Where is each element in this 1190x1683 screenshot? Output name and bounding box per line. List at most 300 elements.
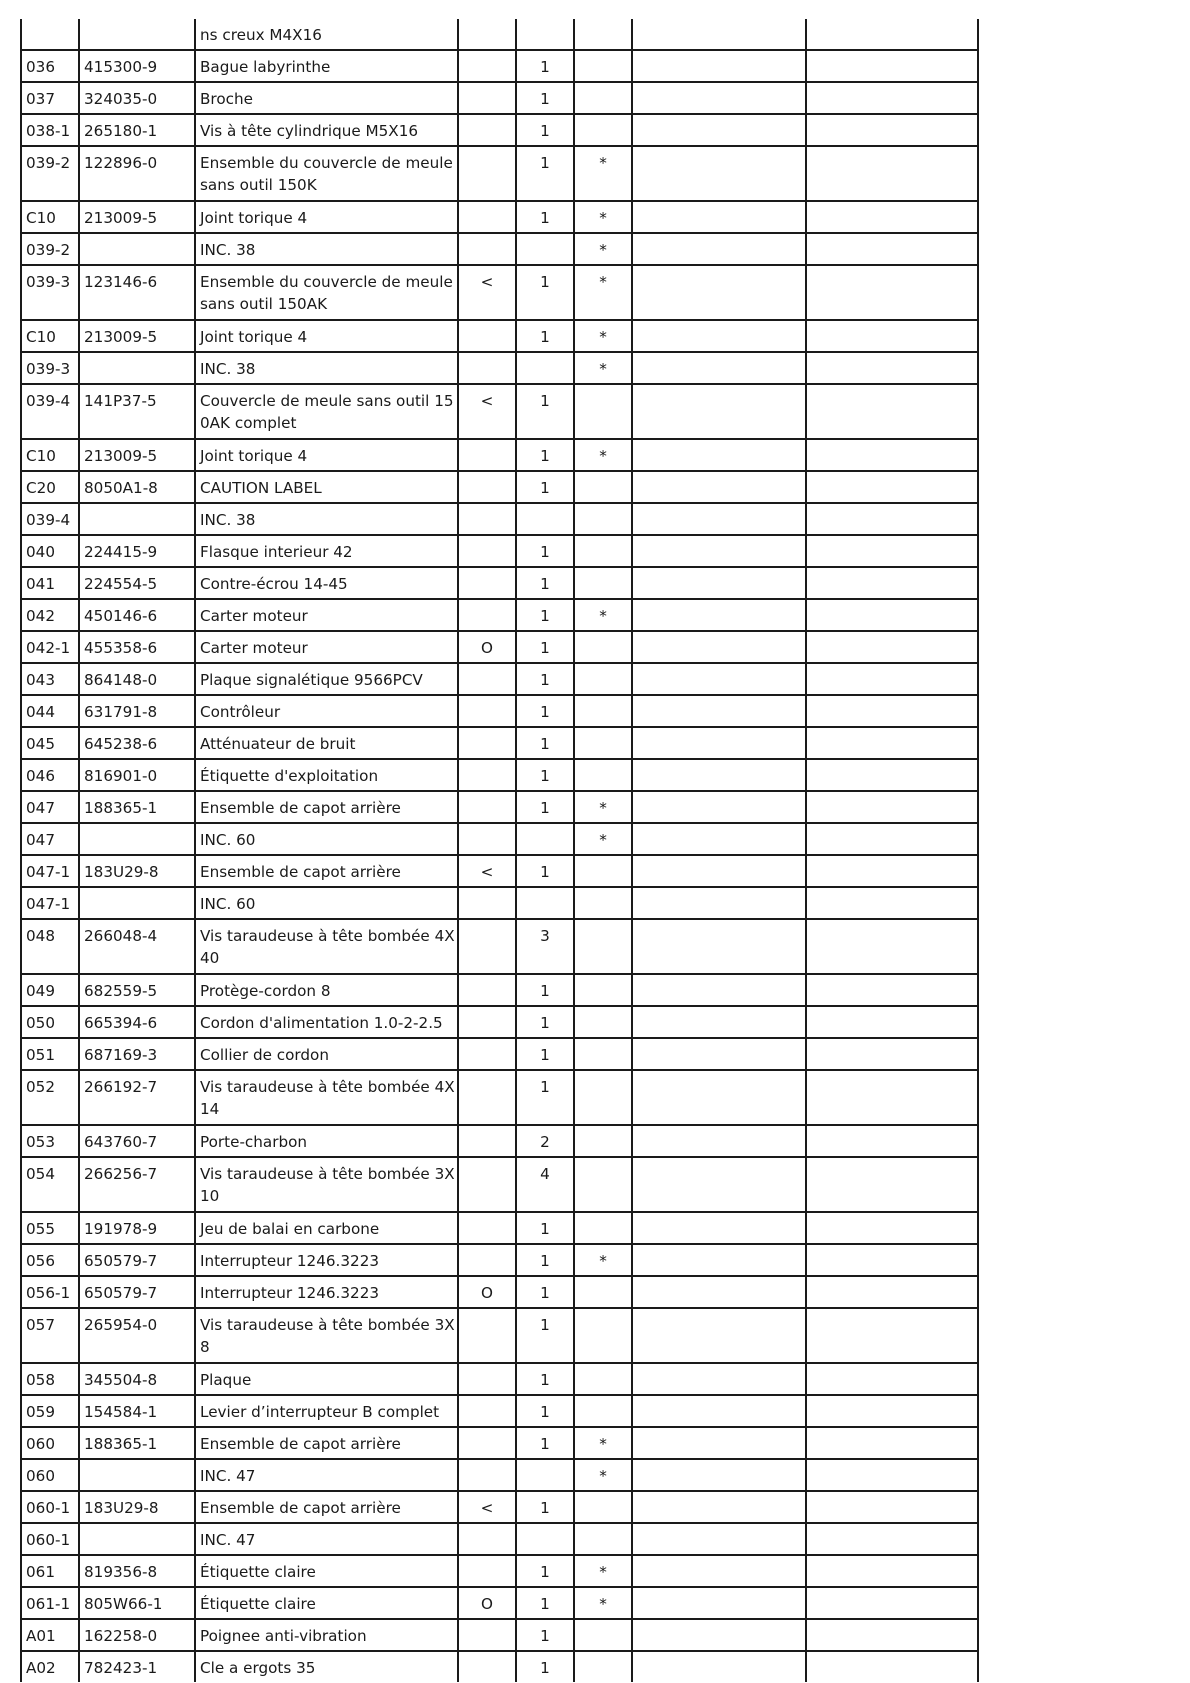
reference-cell: 864148-0 (79, 663, 195, 695)
marker-cell: < (458, 1491, 516, 1523)
quantity-cell: 1 (516, 146, 574, 201)
quantity-cell: 1 (516, 535, 574, 567)
marker-cell (458, 695, 516, 727)
part-number-cell: 054 (21, 1157, 79, 1212)
blank-cell (632, 1125, 806, 1157)
star-note-cell (574, 631, 632, 663)
description-cell: Vis taraudeuse à tête bombée 3X 8 (195, 1308, 458, 1363)
star-note-cell: * (574, 320, 632, 352)
description-cell: Interrupteur 1246.3223 (195, 1244, 458, 1276)
reference-cell: 162258-0 (79, 1619, 195, 1651)
quantity-cell (516, 19, 574, 50)
blank-cell (632, 471, 806, 503)
star-note-cell (574, 384, 632, 439)
table-row (21, 1212, 978, 1244)
blank-cell (632, 352, 806, 384)
marker-cell (458, 320, 516, 352)
marker-cell (458, 352, 516, 384)
reference-cell: 8050A1-8 (79, 471, 195, 503)
marker-cell (458, 1651, 516, 1682)
blank-cell (806, 1395, 978, 1427)
blank-cell (806, 1244, 978, 1276)
blank-cell (632, 974, 806, 1006)
blank-cell (806, 384, 978, 439)
part-number-cell: C20 (21, 471, 79, 503)
blank-cell (806, 146, 978, 201)
star-note-cell (574, 759, 632, 791)
table-row (21, 1363, 978, 1395)
table-row (21, 1276, 978, 1308)
blank-cell (632, 1244, 806, 1276)
table-row (21, 759, 978, 791)
description-cell: Ensemble du couvercle de meule sans outil 150K (195, 146, 458, 201)
blank-cell (806, 1308, 978, 1363)
description-cell: Cordon d'alimentation 1.0-2-2.5 (195, 1006, 458, 1038)
part-number-cell: 052 (21, 1070, 79, 1125)
table-row (21, 919, 978, 974)
blank-cell (806, 320, 978, 352)
quantity-cell: 1 (516, 1651, 574, 1682)
blank-cell (632, 1427, 806, 1459)
blank-cell (806, 1006, 978, 1038)
reference-cell: 682559-5 (79, 974, 195, 1006)
marker-cell (458, 233, 516, 265)
star-note-cell (574, 503, 632, 535)
part-number-cell: 058 (21, 1363, 79, 1395)
star-note-cell (574, 471, 632, 503)
marker-cell (458, 727, 516, 759)
blank-cell (806, 759, 978, 791)
star-note-cell: * (574, 146, 632, 201)
table-row (21, 791, 978, 823)
star-note-cell (574, 1363, 632, 1395)
description-cell: INC. 47 (195, 1459, 458, 1491)
quantity-cell (516, 1523, 574, 1555)
description-cell: INC. 38 (195, 233, 458, 265)
reference-cell: 183U29-8 (79, 855, 195, 887)
description-cell: Jeu de balai en carbone (195, 1212, 458, 1244)
blank-cell (806, 663, 978, 695)
blank-cell (806, 1651, 978, 1682)
blank-cell (806, 823, 978, 855)
quantity-cell: 1 (516, 320, 574, 352)
reference-cell: 455358-6 (79, 631, 195, 663)
marker-cell: O (458, 1276, 516, 1308)
marker-cell (458, 439, 516, 471)
blank-cell (806, 233, 978, 265)
quantity-cell: 1 (516, 1395, 574, 1427)
blank-cell (806, 919, 978, 974)
table-row (21, 439, 978, 471)
quantity-cell: 1 (516, 1006, 574, 1038)
quantity-cell (516, 503, 574, 535)
star-note-cell: * (574, 1427, 632, 1459)
table-row (21, 974, 978, 1006)
marker-cell (458, 82, 516, 114)
reference-cell: 266256-7 (79, 1157, 195, 1212)
quantity-cell: 1 (516, 471, 574, 503)
blank-cell (806, 1070, 978, 1125)
blank-cell (806, 1587, 978, 1619)
description-cell: Collier de cordon (195, 1038, 458, 1070)
blank-cell (632, 759, 806, 791)
reference-cell: 650579-7 (79, 1276, 195, 1308)
reference-cell: 782423-1 (79, 1651, 195, 1682)
reference-cell: 643760-7 (79, 1125, 195, 1157)
description-cell: Porte-charbon (195, 1125, 458, 1157)
quantity-cell: 1 (516, 439, 574, 471)
blank-cell (806, 791, 978, 823)
reference-cell: 266192-7 (79, 1070, 195, 1125)
star-note-cell (574, 1308, 632, 1363)
part-number-cell: 039-4 (21, 503, 79, 535)
table-row (21, 1491, 978, 1523)
quantity-cell (516, 233, 574, 265)
blank-cell (632, 233, 806, 265)
reference-cell: 345504-8 (79, 1363, 195, 1395)
blank-cell (632, 82, 806, 114)
blank-cell (806, 1619, 978, 1651)
blank-cell (806, 19, 978, 50)
reference-cell: 188365-1 (79, 791, 195, 823)
quantity-cell: 1 (516, 1363, 574, 1395)
blank-cell (806, 1038, 978, 1070)
reference-cell: 188365-1 (79, 1427, 195, 1459)
quantity-cell: 1 (516, 974, 574, 1006)
table-row (21, 1070, 978, 1125)
quantity-cell: 1 (516, 599, 574, 631)
table-row (21, 1125, 978, 1157)
star-note-cell (574, 1651, 632, 1682)
part-number-cell: A02 (21, 1651, 79, 1682)
part-number-cell: 061-1 (21, 1587, 79, 1619)
table-row (21, 1459, 978, 1491)
star-note-cell (574, 974, 632, 1006)
part-number-cell: 053 (21, 1125, 79, 1157)
blank-cell (632, 1212, 806, 1244)
reference-cell: 213009-5 (79, 201, 195, 233)
marker-cell (458, 1427, 516, 1459)
blank-cell (632, 1070, 806, 1125)
blank-cell (806, 727, 978, 759)
part-number-cell: 048 (21, 919, 79, 974)
marker-cell (458, 19, 516, 50)
table-row (21, 1395, 978, 1427)
description-cell: Contrôleur (195, 695, 458, 727)
description-cell: Cle a ergots 35 (195, 1651, 458, 1682)
marker-cell: < (458, 265, 516, 320)
star-note-cell: * (574, 1555, 632, 1587)
table-row (21, 1006, 978, 1038)
description-cell: Étiquette claire (195, 1555, 458, 1587)
blank-cell (632, 695, 806, 727)
marker-cell (458, 201, 516, 233)
description-cell: Plaque (195, 1363, 458, 1395)
table-row (21, 1308, 978, 1363)
marker-cell (458, 503, 516, 535)
blank-cell (632, 114, 806, 146)
marker-cell (458, 1459, 516, 1491)
quantity-cell: 1 (516, 1038, 574, 1070)
blank-cell (632, 663, 806, 695)
star-note-cell (574, 663, 632, 695)
reference-cell: 154584-1 (79, 1395, 195, 1427)
marker-cell (458, 823, 516, 855)
reference-cell (79, 887, 195, 919)
reference-cell: 122896-0 (79, 146, 195, 201)
part-number-cell: 057 (21, 1308, 79, 1363)
quantity-cell (516, 352, 574, 384)
blank-cell (806, 265, 978, 320)
part-number-cell: 047 (21, 823, 79, 855)
blank-cell (632, 855, 806, 887)
part-number-cell: 047-1 (21, 887, 79, 919)
star-note-cell: * (574, 439, 632, 471)
blank-cell (632, 727, 806, 759)
star-note-cell (574, 82, 632, 114)
reference-cell: 650579-7 (79, 1244, 195, 1276)
blank-cell (806, 1523, 978, 1555)
blank-cell (632, 1157, 806, 1212)
table-row (21, 663, 978, 695)
part-number-cell: C10 (21, 320, 79, 352)
description-cell: Vis à tête cylindrique M5X16 (195, 114, 458, 146)
description-cell: Bague labyrinthe (195, 50, 458, 82)
blank-cell (806, 114, 978, 146)
star-note-cell (574, 1395, 632, 1427)
blank-cell (632, 791, 806, 823)
reference-cell: 645238-6 (79, 727, 195, 759)
marker-cell (458, 1523, 516, 1555)
marker-cell (458, 1038, 516, 1070)
reference-cell (79, 1523, 195, 1555)
marker-cell (458, 567, 516, 599)
blank-cell (632, 1459, 806, 1491)
marker-cell (458, 1212, 516, 1244)
quantity-cell: 1 (516, 1555, 574, 1587)
blank-cell (806, 82, 978, 114)
quantity-cell: 1 (516, 384, 574, 439)
quantity-cell: 2 (516, 1125, 574, 1157)
part-number-cell: 040 (21, 535, 79, 567)
description-cell: Étiquette d'exploitation (195, 759, 458, 791)
description-cell: Interrupteur 1246.3223 (195, 1276, 458, 1308)
blank-cell (632, 146, 806, 201)
part-number-cell: 046 (21, 759, 79, 791)
description-cell: CAUTION LABEL (195, 471, 458, 503)
description-cell: Ensemble du couvercle de meule sans outil 150AK (195, 265, 458, 320)
blank-cell (632, 503, 806, 535)
description-cell: Étiquette claire (195, 1587, 458, 1619)
part-number-cell: 036 (21, 50, 79, 82)
reference-cell: 265180-1 (79, 114, 195, 146)
description-cell: Atténuateur de bruit (195, 727, 458, 759)
table-row (21, 265, 978, 320)
table-row (21, 471, 978, 503)
star-note-cell: * (574, 1459, 632, 1491)
part-number-cell: 039-4 (21, 384, 79, 439)
table-row (21, 1244, 978, 1276)
marker-cell (458, 1157, 516, 1212)
description-cell: ns creux M4X16 (195, 19, 458, 50)
table-row (21, 567, 978, 599)
blank-cell (806, 503, 978, 535)
marker-cell: < (458, 384, 516, 439)
table-row (21, 384, 978, 439)
star-note-cell (574, 919, 632, 974)
marker-cell (458, 1363, 516, 1395)
blank-cell (806, 1125, 978, 1157)
reference-cell (79, 823, 195, 855)
description-cell: Vis taraudeuse à tête bombée 4X 40 (195, 919, 458, 974)
table-row (21, 19, 978, 50)
blank-cell (806, 1276, 978, 1308)
blank-cell (632, 1363, 806, 1395)
blank-cell (806, 599, 978, 631)
marker-cell (458, 1125, 516, 1157)
star-note-cell (574, 727, 632, 759)
part-number-cell: 060-1 (21, 1523, 79, 1555)
table-row (21, 320, 978, 352)
description-cell: Levier d’interrupteur B complet (195, 1395, 458, 1427)
blank-cell (806, 50, 978, 82)
blank-cell (632, 384, 806, 439)
blank-cell (806, 855, 978, 887)
blank-cell (632, 320, 806, 352)
description-cell: Couvercle de meule sans outil 15 0AK complet (195, 384, 458, 439)
blank-cell (806, 535, 978, 567)
reference-cell: 213009-5 (79, 320, 195, 352)
blank-cell (632, 265, 806, 320)
star-note-cell (574, 1038, 632, 1070)
part-number-cell: 056 (21, 1244, 79, 1276)
part-number-cell: 059 (21, 1395, 79, 1427)
part-number-cell: 049 (21, 974, 79, 1006)
quantity-cell: 4 (516, 1157, 574, 1212)
quantity-cell: 1 (516, 631, 574, 663)
star-note-cell (574, 1006, 632, 1038)
star-note-cell (574, 1276, 632, 1308)
blank-cell (632, 201, 806, 233)
blank-cell (632, 535, 806, 567)
blank-cell (632, 1619, 806, 1651)
part-number-cell: 047 (21, 791, 79, 823)
reference-cell: 450146-6 (79, 599, 195, 631)
part-number-cell: 055 (21, 1212, 79, 1244)
marker-cell (458, 1070, 516, 1125)
marker-cell (458, 1619, 516, 1651)
reference-cell: 665394-6 (79, 1006, 195, 1038)
reference-cell: 819356-8 (79, 1555, 195, 1587)
description-cell: INC. 60 (195, 887, 458, 919)
blank-cell (806, 567, 978, 599)
part-number-cell: 060 (21, 1427, 79, 1459)
description-cell: Joint torique 4 (195, 201, 458, 233)
blank-cell (806, 1427, 978, 1459)
part-number-cell: 039-2 (21, 233, 79, 265)
table-row (21, 1619, 978, 1651)
table-row (21, 1157, 978, 1212)
part-number-cell: 056-1 (21, 1276, 79, 1308)
part-number-cell: 041 (21, 567, 79, 599)
star-note-cell: * (574, 201, 632, 233)
reference-cell: 213009-5 (79, 439, 195, 471)
quantity-cell: 1 (516, 265, 574, 320)
blank-cell (632, 887, 806, 919)
reference-cell (79, 503, 195, 535)
star-note-cell (574, 535, 632, 567)
marker-cell (458, 1308, 516, 1363)
marker-cell (458, 791, 516, 823)
star-note-cell (574, 855, 632, 887)
star-note-cell (574, 1619, 632, 1651)
blank-cell (806, 695, 978, 727)
table-row (21, 1587, 978, 1619)
blank-cell (632, 919, 806, 974)
blank-cell (632, 1555, 806, 1587)
quantity-cell: 1 (516, 695, 574, 727)
part-number-cell: 039-3 (21, 265, 79, 320)
table-row (21, 1523, 978, 1555)
quantity-cell: 1 (516, 1427, 574, 1459)
marker-cell (458, 114, 516, 146)
blank-cell (632, 1395, 806, 1427)
part-number-cell: 039-2 (21, 146, 79, 201)
reference-cell: 191978-9 (79, 1212, 195, 1244)
star-note-cell: * (574, 791, 632, 823)
reference-cell (79, 233, 195, 265)
blank-cell (632, 1006, 806, 1038)
blank-cell (806, 1491, 978, 1523)
marker-cell (458, 535, 516, 567)
part-number-cell: 051 (21, 1038, 79, 1070)
marker-cell (458, 1006, 516, 1038)
table-row (21, 727, 978, 759)
part-number-cell: 050 (21, 1006, 79, 1038)
blank-cell (806, 471, 978, 503)
table-row (21, 599, 978, 631)
blank-cell (632, 567, 806, 599)
marker-cell: O (458, 631, 516, 663)
description-cell: Plaque signalétique 9566PCV (195, 663, 458, 695)
blank-cell (632, 1651, 806, 1682)
star-note-cell (574, 1491, 632, 1523)
table-row (21, 50, 978, 82)
quantity-cell: 1 (516, 1276, 574, 1308)
description-cell: Ensemble de capot arrière (195, 791, 458, 823)
marker-cell (458, 471, 516, 503)
marker-cell (458, 1395, 516, 1427)
quantity-cell: 1 (516, 1212, 574, 1244)
table-row (21, 631, 978, 663)
quantity-cell: 1 (516, 114, 574, 146)
description-cell: Vis taraudeuse à tête bombée 4X 14 (195, 1070, 458, 1125)
reference-cell: 266048-4 (79, 919, 195, 974)
reference-cell: 805W66-1 (79, 1587, 195, 1619)
marker-cell (458, 1244, 516, 1276)
star-note-cell (574, 1070, 632, 1125)
blank-cell (632, 50, 806, 82)
blank-cell (806, 201, 978, 233)
star-note-cell (574, 1212, 632, 1244)
star-note-cell (574, 50, 632, 82)
reference-cell: 224554-5 (79, 567, 195, 599)
star-note-cell (574, 19, 632, 50)
table-row (21, 503, 978, 535)
part-number-cell: 061 (21, 1555, 79, 1587)
part-number-cell: A01 (21, 1619, 79, 1651)
table-row (21, 1038, 978, 1070)
